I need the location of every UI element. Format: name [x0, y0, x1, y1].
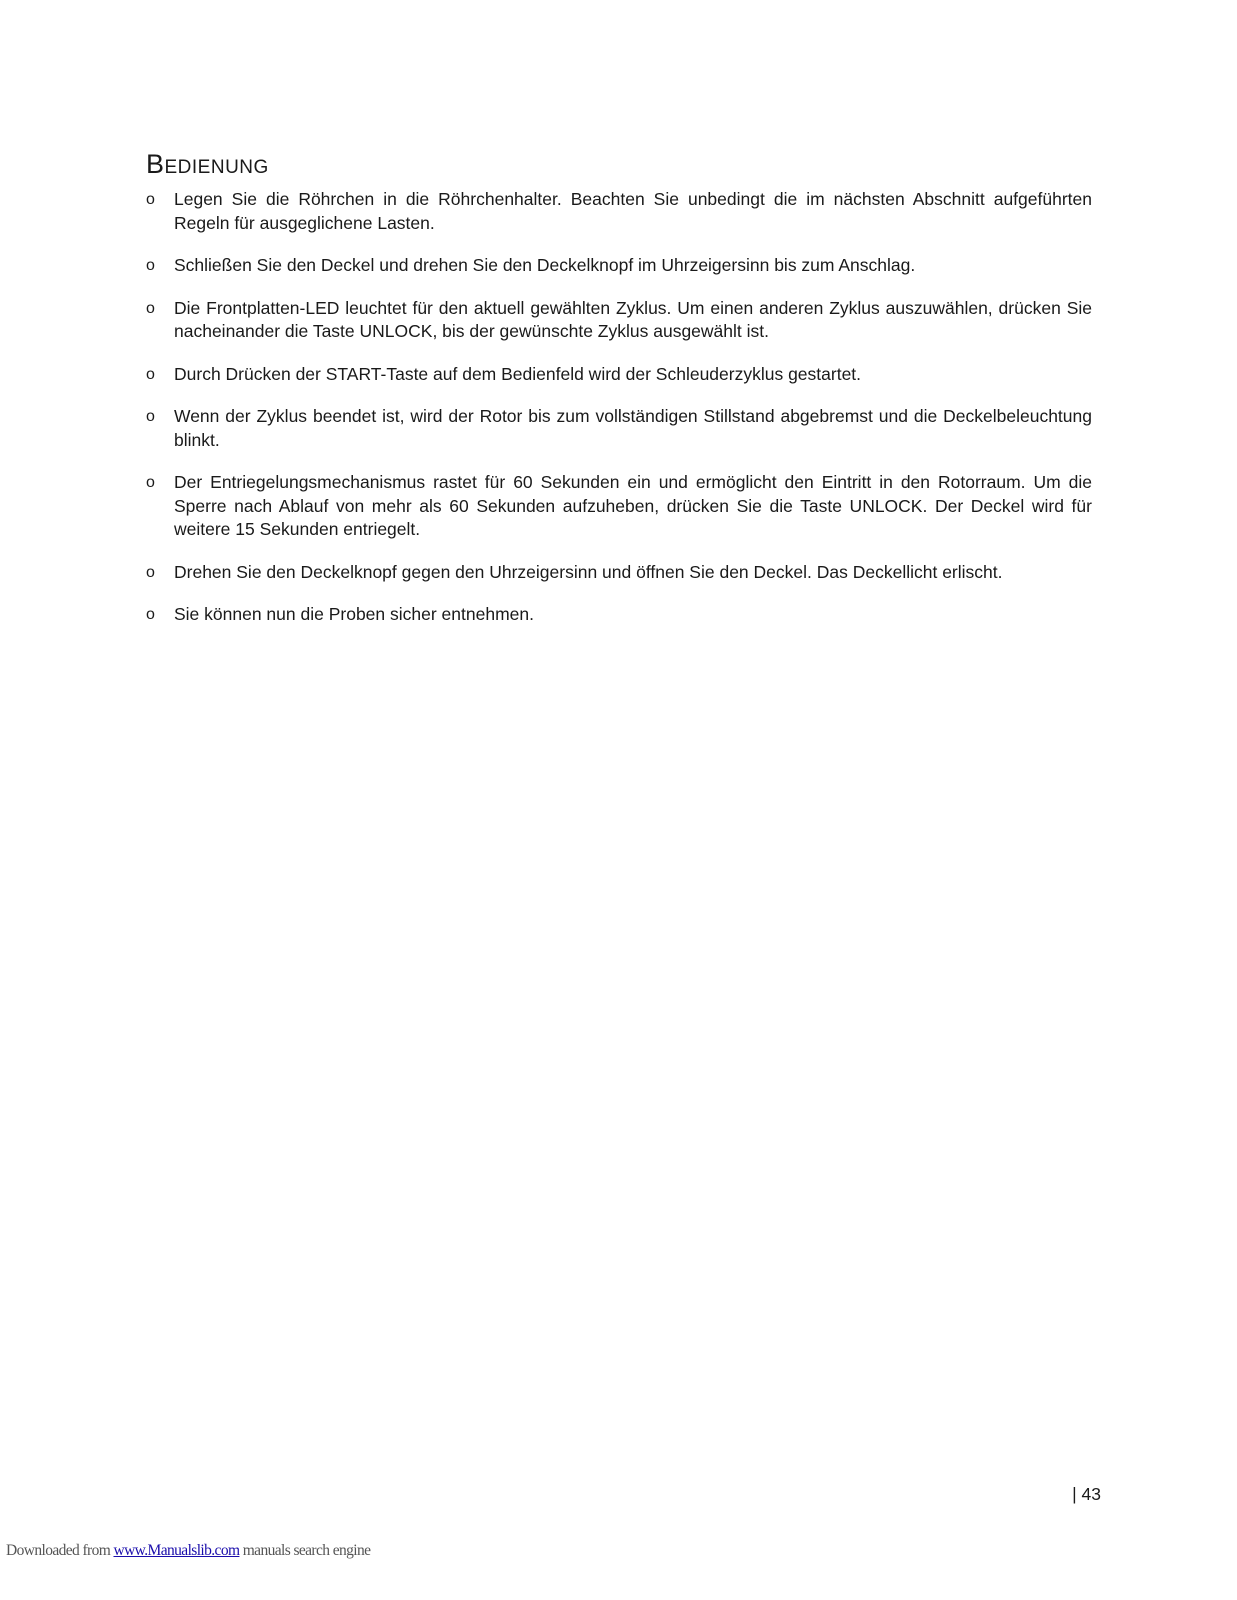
- bullet-icon: o: [146, 474, 155, 491]
- list-item: [146, 297, 1092, 344]
- list-item-text: Sie können nun die Proben sicher entnehmen.: [174, 604, 534, 624]
- list-item: [146, 471, 1092, 542]
- footer-suffix: manuals search engine: [239, 1542, 371, 1559]
- bullet-icon: o: [146, 563, 155, 581]
- instruction-list: [146, 188, 1092, 627]
- bullet-icon: o: [146, 408, 155, 425]
- footer-prefix: Downloaded from: [6, 1542, 114, 1559]
- bullet-icon: o: [146, 606, 155, 623]
- list-item-text: Durch Drücken der START-Taste auf dem Bedienfeld wird der Schleuderzyklus gestartet.: [174, 363, 862, 384]
- page-content: [146, 146, 1092, 646]
- bullet-icon: o: [146, 365, 155, 383]
- page-number: | 43: [1072, 1484, 1101, 1504]
- bullet-icon: o: [146, 299, 155, 317]
- list-item: [146, 603, 1092, 627]
- bullet-icon: o: [146, 257, 155, 274]
- manualslib-link[interactable]: www.Manualslib.com: [113, 1542, 240, 1559]
- bullet-icon: o: [146, 191, 155, 208]
- list-item-text: Legen Sie die Röhrchen in die Röhrchenhalter. Beachten Sie unbedingt die im nächsten Abschnitt aufgeführten Regeln für ausgeglichene Lasten.: [174, 189, 1092, 233]
- section-heading: Bedienung: [146, 149, 269, 179]
- list-item-text: Drehen Sie den Deckelknopf gegen den Uhrzeigersinn und öffnen Sie den Deckel. Das Deckellicht erlischt.: [174, 561, 1003, 582]
- list-item: [146, 254, 1092, 278]
- list-item: [146, 561, 1092, 585]
- list-item-text: Schließen Sie den Deckel und drehen Sie den Deckelknopf im Uhrzeigersinn bis zum Anschlag.: [174, 255, 916, 275]
- list-item-text: Die Frontplatten-LED leuchtet für den aktuell gewählten Zyklus. Um einen anderen Zyklus auszuwählen, drücken Sie nacheinander die Taste UNLOCK, bis der gewünschte Zyklus ausgewählt ist.: [174, 297, 1092, 341]
- list-item-text: Der Entriegelungsmechanismus rastet für 60 Sekunden ein und ermöglicht den Eintritt in den Rotorraum. Um die Sperre nach Ablauf von mehr als 60 Sekunden aufzuheben, drücken Sie die Taste UNLOCK. Der Deckel wird für weitere 15 Sekunden entriegelt.: [174, 472, 1092, 539]
- list-item-text: Wenn der Zyklus beendet ist, wird der Rotor bis zum vollständigen Stillstand abgebremst und die Deckelbeleuchtung blinkt.: [174, 406, 1092, 450]
- list-item: [146, 405, 1092, 452]
- list-item: [146, 188, 1092, 235]
- list-item: [146, 363, 1092, 387]
- footer: [6, 1542, 370, 1560]
